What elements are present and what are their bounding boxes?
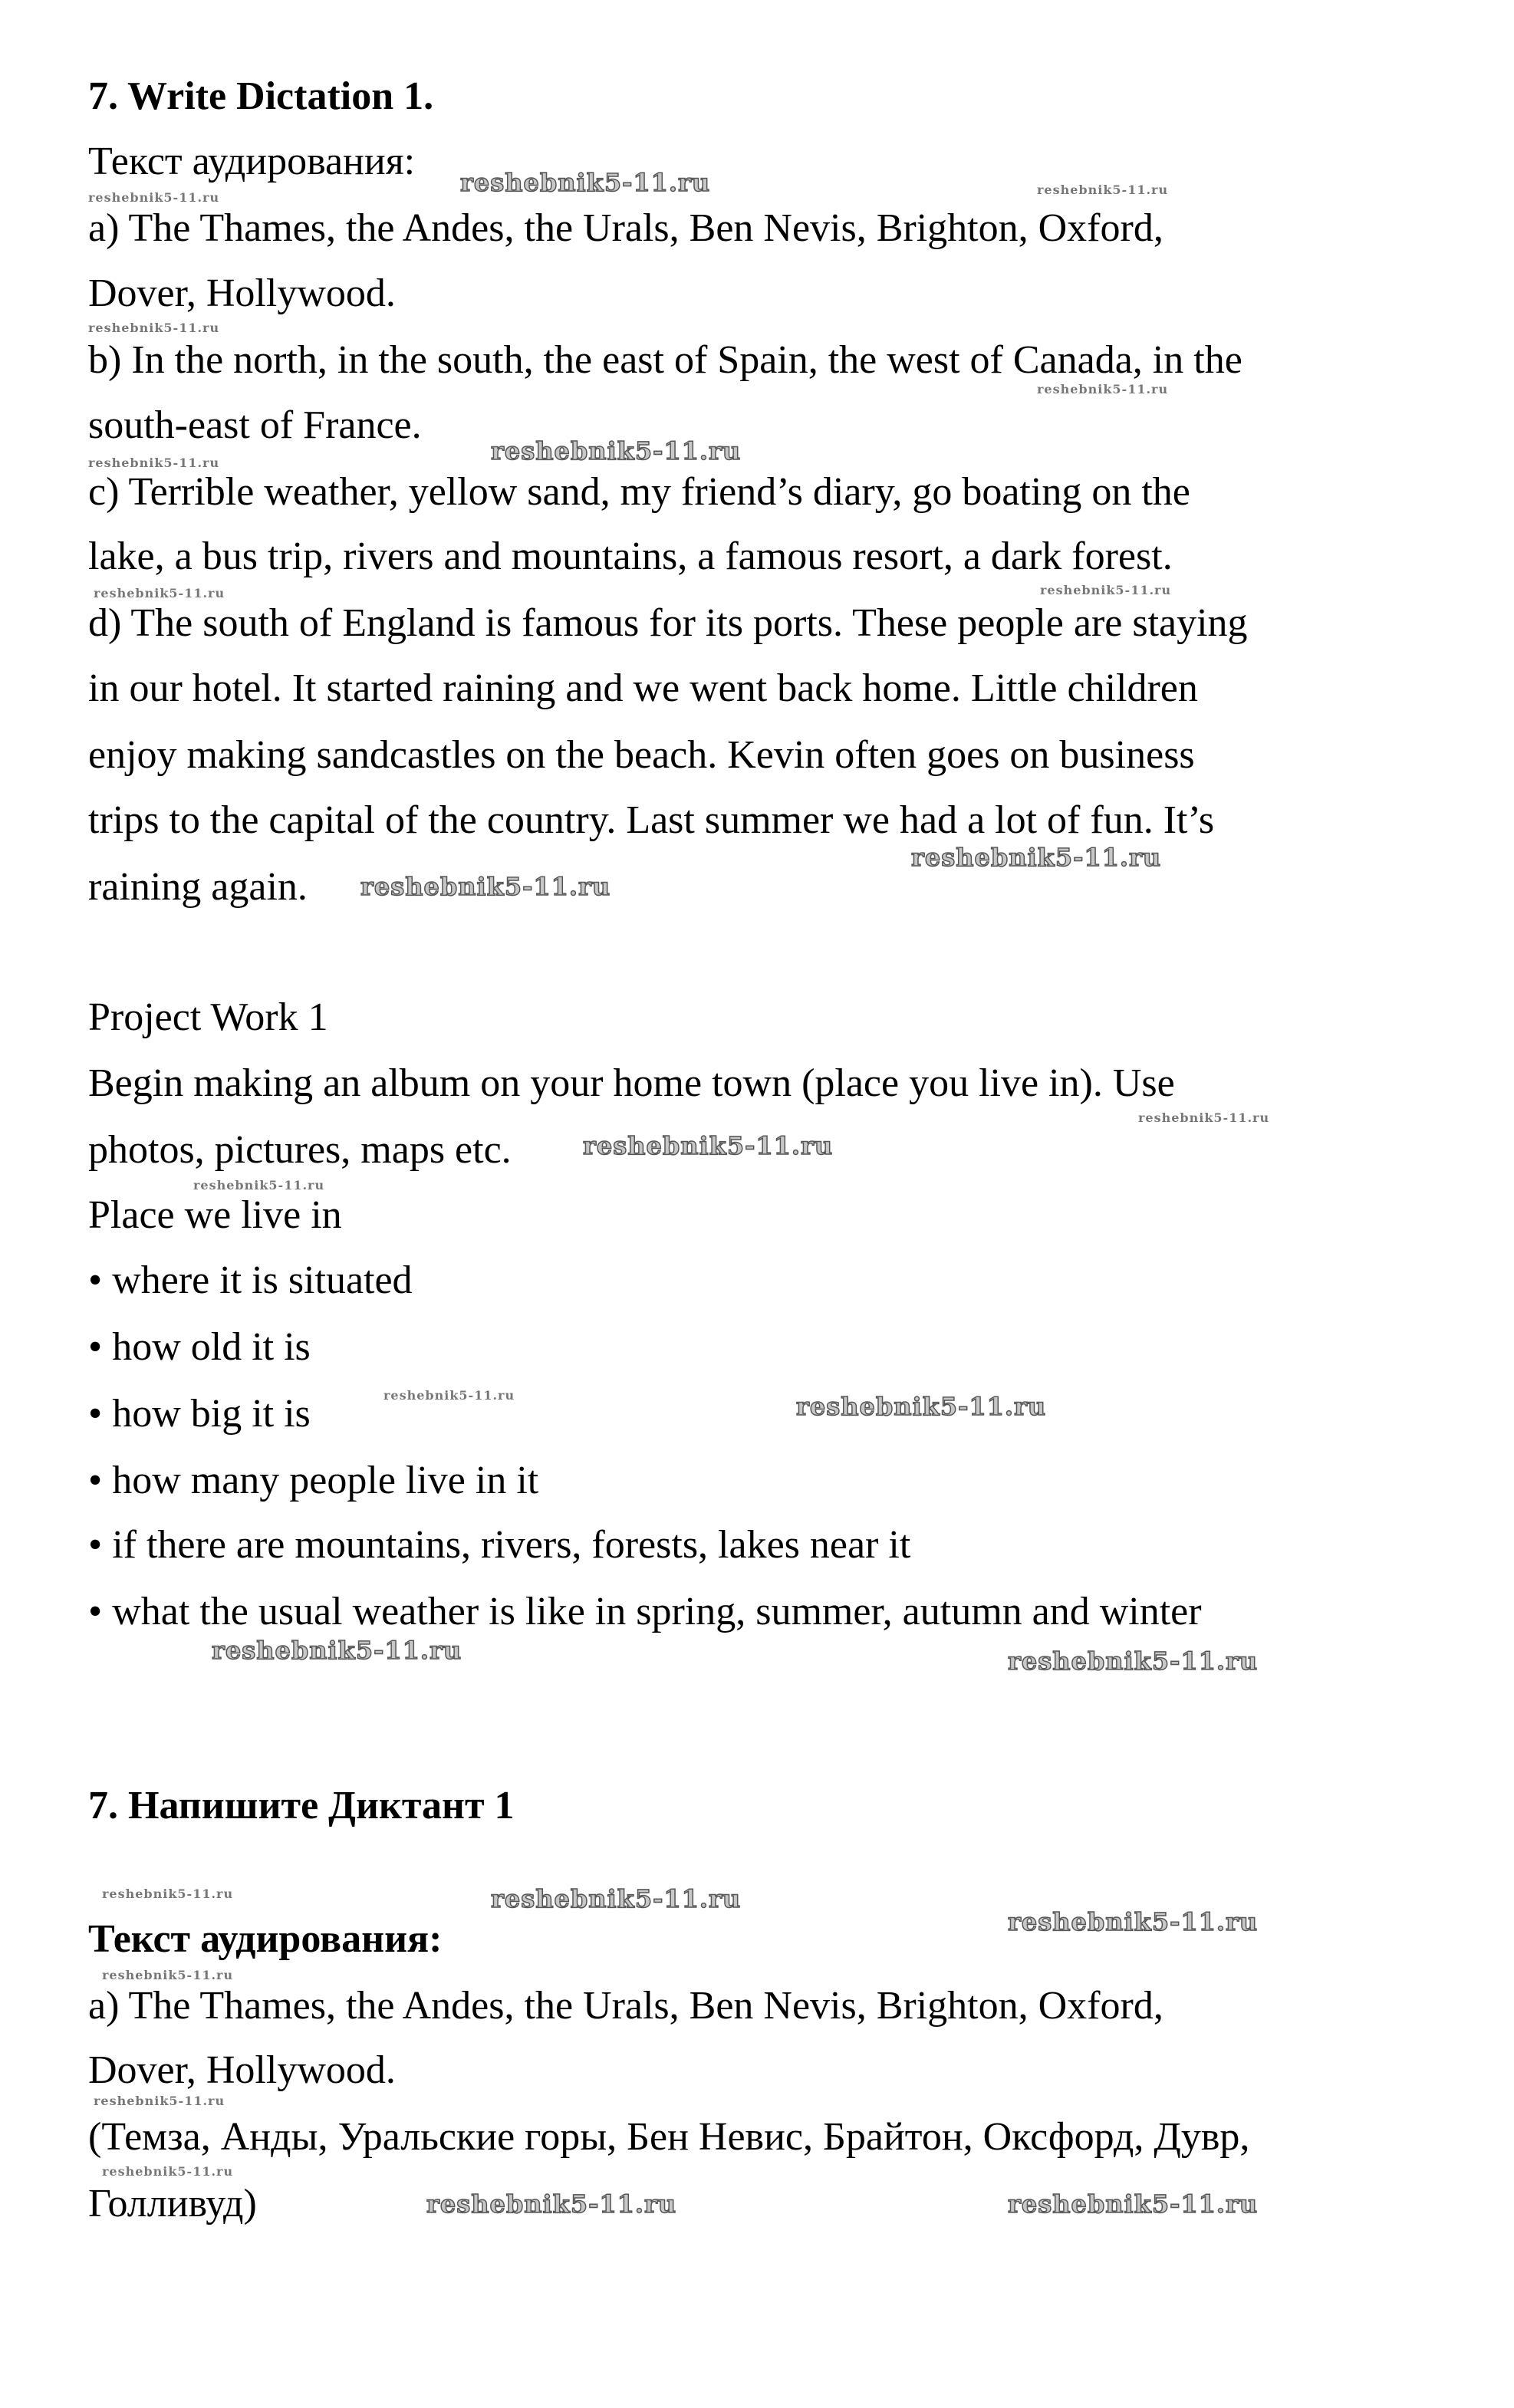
watermark: reshebnik5-11.ru bbox=[102, 2164, 234, 2179]
text-line: Place we live in bbox=[88, 1193, 342, 1237]
bullet-item: • how big it is bbox=[88, 1392, 311, 1436]
text-line: lake, a bus trip, rivers and mountains, a famous resort, a dark forest. bbox=[88, 535, 1173, 578]
section-title: 7. Напишите Диктант 1 bbox=[88, 1784, 515, 1827]
text-line: Dover, Hollywood. bbox=[88, 271, 396, 315]
watermark: reshebnik5-11.ru bbox=[1008, 1646, 1259, 1676]
watermark: reshebnik5-11.ru bbox=[1040, 583, 1172, 597]
watermark: reshebnik5-11.ru bbox=[102, 1968, 234, 1982]
bullet-item: • what the usual weather is like in spring, summer, autumn and winter bbox=[88, 1590, 1202, 1633]
watermark: reshebnik5-11.ru bbox=[88, 190, 220, 205]
watermark: reshebnik5-11.ru bbox=[94, 2094, 225, 2108]
text-line: a) The Thames, the Andes, the Urals, Ben Nevis, Brighton, Oxford, bbox=[88, 1984, 1163, 2028]
watermark: reshebnik5-11.ru bbox=[911, 843, 1162, 872]
watermark: reshebnik5-11.ru bbox=[583, 1131, 834, 1160]
watermark: reshebnik5-11.ru bbox=[1138, 1110, 1270, 1125]
text-line: Dover, Hollywood. bbox=[88, 2048, 396, 2092]
watermark: reshebnik5-11.ru bbox=[94, 586, 225, 600]
text-line: in our hotel. It started raining and we went back home. Little children bbox=[88, 666, 1198, 710]
watermark: reshebnik5-11.ru bbox=[1008, 1907, 1259, 1936]
watermark: reshebnik5-11.ru bbox=[1037, 382, 1169, 396]
bullet-item: • how many people live in it bbox=[88, 1459, 539, 1502]
watermark: reshebnik5-11.ru bbox=[360, 872, 611, 901]
text-line: c) Terrible weather, yellow sand, my friend’s diary, go boating on the bbox=[88, 470, 1190, 514]
bullet-item: • how old it is bbox=[88, 1325, 311, 1369]
watermark: reshebnik5-11.ru bbox=[88, 321, 220, 335]
text-line: photos, pictures, maps etc. bbox=[88, 1128, 512, 1172]
watermark: reshebnik5-11.ru bbox=[426, 2189, 677, 2219]
text-line: Begin making an album on your home town (place you live in). Use bbox=[88, 1061, 1175, 1105]
text-line: d) The south of England is famous for its ports. These people are staying bbox=[88, 601, 1248, 645]
subtitle: Текст аудирования: bbox=[88, 1917, 443, 1961]
watermark: reshebnik5-11.ru bbox=[88, 456, 220, 470]
text-line: (Темза, Анды, Уральские горы, Бен Невис, Брайтон, Оксфорд, Дувр, bbox=[88, 2115, 1250, 2159]
text-line: enjoy making sandcastles on the beach. Kevin often goes on business bbox=[88, 733, 1195, 777]
watermark: reshebnik5-11.ru bbox=[102, 1887, 234, 1901]
text-line: raining again. bbox=[88, 865, 308, 909]
section-title: 7. Write Dictation 1. bbox=[88, 74, 434, 118]
watermark: reshebnik5-11.ru bbox=[491, 436, 742, 465]
watermark: reshebnik5-11.ru bbox=[460, 168, 711, 197]
text-line: south-east of France. bbox=[88, 403, 422, 447]
watermark: reshebnik5-11.ru bbox=[1008, 2189, 1259, 2219]
watermark: reshebnik5-11.ru bbox=[796, 1392, 1047, 1421]
text-line: a) The Thames, the Andes, the Urals, Ben Nevis, Brighton, Oxford, bbox=[88, 206, 1163, 250]
watermark: reshebnik5-11.ru bbox=[383, 1388, 515, 1403]
text-line: b) In the north, in the south, the east of Spain, the west of Canada, in the bbox=[88, 338, 1242, 382]
project-title: Project Work 1 bbox=[88, 995, 328, 1039]
subtitle: Текст аудирования: bbox=[88, 140, 416, 183]
bullet-item: • if there are mountains, rivers, forests, lakes near it bbox=[88, 1523, 911, 1567]
watermark: reshebnik5-11.ru bbox=[212, 1636, 462, 1665]
bullet-item: • where it is situated bbox=[88, 1258, 413, 1302]
text-line: Голливуд) bbox=[88, 2182, 257, 2225]
watermark: reshebnik5-11.ru bbox=[1037, 183, 1169, 197]
text-line: trips to the capital of the country. Last summer we had a lot of fun. It’s bbox=[88, 798, 1215, 842]
watermark: reshebnik5-11.ru bbox=[193, 1178, 325, 1192]
watermark: reshebnik5-11.ru bbox=[491, 1884, 742, 1913]
